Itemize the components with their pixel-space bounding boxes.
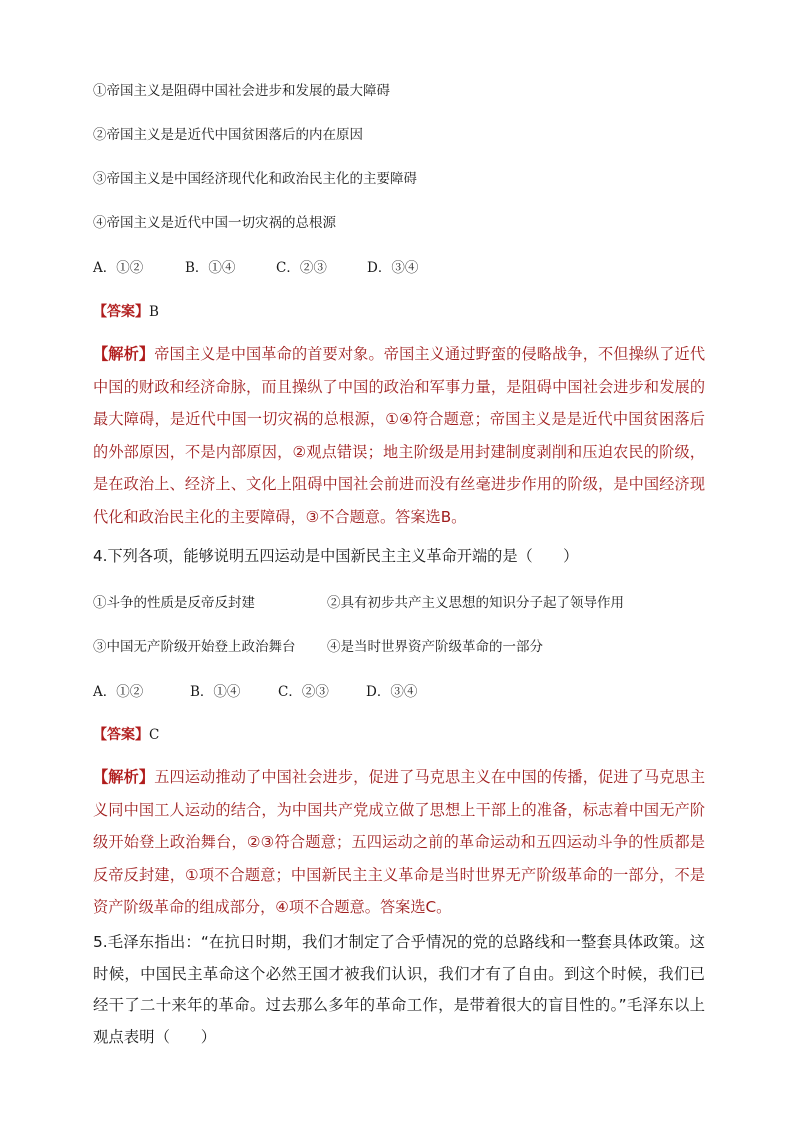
q4-option-3: ③中国无产阶级开始登上政治舞台: [93, 639, 296, 655]
q4-title: 4.下列各项，能够说明五四运动是中国新民主主义革命开端的是（ ）: [93, 547, 579, 565]
answer-value: C: [149, 727, 160, 743]
analysis-tag: 【解析】: [93, 345, 155, 363]
analysis-tag: 【解析】: [93, 768, 155, 786]
q3-choice-a: A．①②: [93, 260, 144, 276]
q4-choice-d: D．③④: [366, 684, 418, 700]
q4-answer: [93, 724, 159, 744]
q3-analysis: [93, 338, 705, 533]
answer-value: B: [149, 304, 159, 320]
q3-choice-c: C．②③: [276, 260, 327, 276]
analysis-text: 五四运动推动了中国社会进步，促进了马克思主义在中国的传播，促进了马克思主义同中国工人运动的结合，为中国共产党成立做了思想上干部上的准备，标志着中国无产阶级开始登上政治舞台，②③符合题意；五四运动之前的革命运动和五四运动斗争的性质都是反帝反封建，①项不合题意；中国新民主主义革命是当时世界无产阶级革命的一部分，不是资产阶级革命的组成部分，④项不合题意。答案选C。: [93, 768, 706, 916]
q4-option-2: ②具有初步共产主义思想的知识分子起了领导作用: [327, 595, 624, 611]
q3-choices: [93, 256, 418, 276]
q3-option-2: ②帝国主义是是近代中国贫困落后的内在原因: [93, 127, 363, 143]
q4-options-row-1: [93, 591, 624, 611]
q3-answer: [93, 301, 159, 321]
q3-option-4: ④帝国主义是近代中国一切灾祸的总根源: [93, 215, 336, 231]
analysis-text: 帝国主义是中国革命的首要对象。帝国主义通过野蛮的侵略战争，不但操纵了近代中国的财政和经济命脉，而且操纵了中国的政治和军事力量，是阻碍中国社会进步和发展的最大障碍，是近代中国一切灾祸的总根源，①④符合题意；帝国主义是是近代中国贫困落后的外部原因，不是内部原因，②观点错误；地主阶级是用封建制度剥削和压迫农民的阶级，是在政治上、经济上、文化上阻碍中国社会前进而没有丝毫进步作用的阶级，是中国经济现代化和政治民主化的主要障碍，③不合题意。答案选B。: [93, 345, 706, 526]
q4-choice-b: B．①④: [190, 684, 241, 700]
q4-options-row-2: [93, 635, 543, 655]
q4-choice-c: C．②③: [278, 684, 329, 700]
answer-tag: 【答案】: [93, 304, 149, 320]
q4-choices: [93, 680, 417, 700]
q4-option-4: ④是当时世界资产阶级革命的一部分: [327, 639, 543, 655]
q3-choice-b: B．①④: [185, 260, 236, 276]
q5-question: 5.毛泽东指出：“在抗日时期，我们才制定了合乎情况的党的总路线和一整套具体政策。这时候，中国民主革命这个必然王国才被我们认识，我们才有了自由。到这个时候，我们已经干了二十来年的革命。过去那么多年的革命工作，是带着很大的盲目性的。”毛泽东以上观点表明（ ）: [93, 933, 705, 1046]
q4-option-1: ①斗争的性质是反帝反封建: [93, 595, 255, 611]
answer-tag: 【答案】: [93, 727, 149, 743]
q3-choice-d: D．③④: [367, 260, 419, 276]
q4-choice-a: A．①②: [93, 684, 144, 700]
q4-analysis: [93, 761, 705, 924]
q3-option-3: ③帝国主义是中国经济现代化和政治民主化的主要障碍: [93, 171, 417, 187]
q3-option-1: ①帝国主义是阻碍中国社会进步和发展的最大障碍: [93, 83, 390, 99]
